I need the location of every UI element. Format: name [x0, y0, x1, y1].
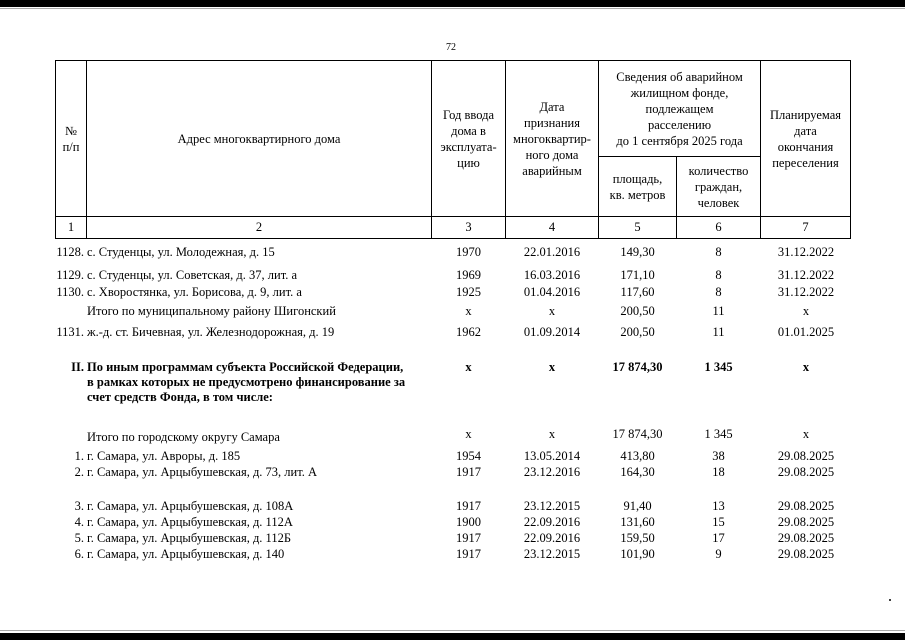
page-number: 72 [446, 42, 456, 53]
header-end-date: Планируемая дата окончания переселения [769, 107, 842, 170]
col-number-5: 5 [634, 220, 641, 234]
top-rule [0, 8, 905, 9]
top-border [0, 0, 905, 7]
header-area: площадь, кв. метров [609, 171, 666, 202]
header-people: количество граждан, человек [688, 163, 749, 210]
bottom-rule [0, 630, 905, 631]
header-address: Адрес многоквартирного дома [177, 131, 341, 146]
header-year: Год ввода дома в эксплуата- цию [440, 107, 497, 170]
col-number-6: 6 [715, 220, 722, 234]
scan-speck [889, 599, 891, 601]
col-number-7: 7 [802, 220, 809, 234]
col-number-1: 1 [67, 220, 75, 234]
bottom-border [0, 633, 905, 640]
col-number-3: 3 [465, 220, 472, 234]
header-fund-group: Сведения об аварийном жилищном фонде, подлежащем расселению до 1 сентября 2025 года [616, 69, 743, 148]
header-date: Дата признания многоквартир- ного дома аварийным [513, 99, 591, 178]
col-number-2: 2 [255, 220, 263, 234]
col-number-4: 4 [548, 220, 556, 234]
header-number: № п/п [62, 123, 80, 154]
